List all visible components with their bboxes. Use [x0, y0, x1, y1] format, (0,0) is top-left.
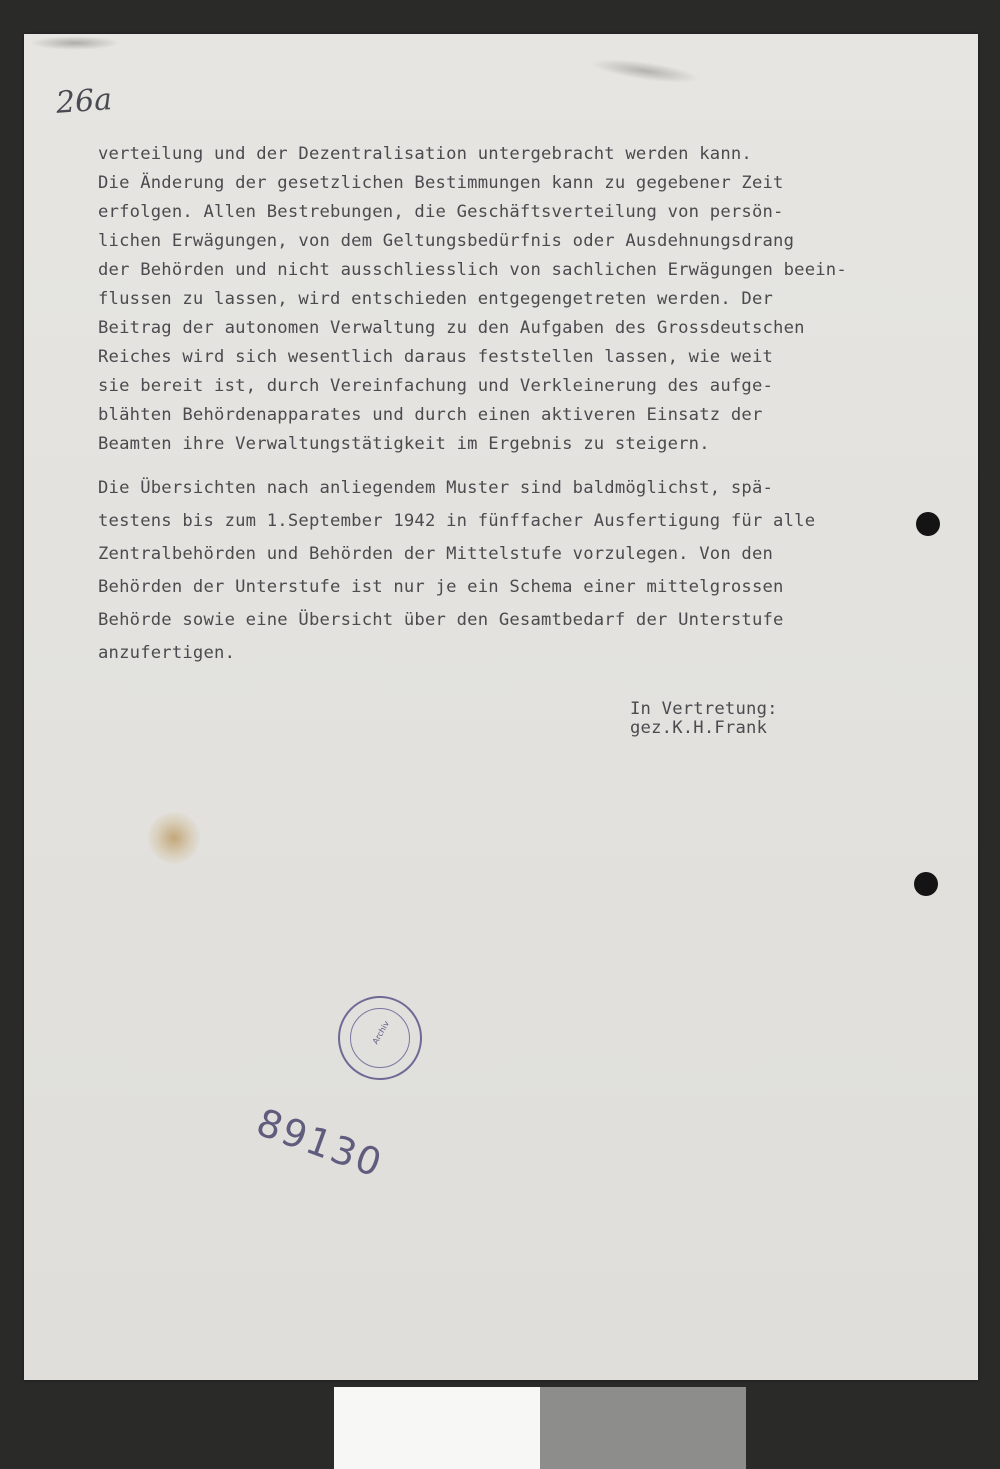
text-line: verteilung und der Dezentralisation untergebracht werden kann.	[98, 144, 752, 164]
signature-line-2: gez.K.H.Frank	[630, 718, 768, 738]
text-line: lichen Erwägungen, von dem Geltungsbedürfnis oder Ausdehnungsdrang	[98, 231, 795, 251]
text-line: Beamten ihre Verwaltungstätigkeit im Ergebnis zu steigern.	[98, 434, 710, 454]
corner-smudge	[30, 36, 120, 50]
text-line: flussen zu lassen, wird entschieden entgegengetreten werden. Der	[98, 289, 774, 309]
text-line: Die Änderung der gesetzlichen Bestimmungen kann zu gegebener Zeit	[98, 173, 784, 193]
text-line: blähten Behördenapparates und durch einen aktiveren Einsatz der	[98, 405, 763, 425]
paragraph-1	[98, 140, 928, 459]
signature-line-1: In Vertretung:	[630, 699, 778, 719]
text-line: sie bereit ist, durch Vereinfachung und Verkleinerung des aufge-	[98, 376, 774, 396]
folio-number: 26a	[54, 82, 114, 121]
stain-mark	[148, 812, 200, 864]
punch-hole-icon	[914, 872, 938, 896]
punch-hole-icon	[916, 512, 940, 536]
text-line: Reiches wird sich wesentlich daraus feststellen lassen, wie weit	[98, 347, 774, 367]
stamp-text: Archiv	[370, 1019, 392, 1046]
text-line: Beitrag der autonomen Verwaltung zu den Aufgaben des Grossdeutschen	[98, 318, 805, 338]
text-line: anzufertigen.	[98, 643, 236, 663]
calibration-card-white	[334, 1387, 540, 1469]
text-line: Behörde sowie eine Übersicht über den Gesamtbedarf der Unterstufe	[98, 610, 784, 630]
text-line: der Behörden und nicht ausschliesslich von sachlichen Erwägungen beein-	[98, 260, 847, 280]
text-line: erfolgen. Allen Bestrebungen, die Geschäftsverteilung von persön-	[98, 202, 784, 222]
archive-stamp	[338, 996, 422, 1080]
paragraph-2	[98, 472, 928, 670]
text-line: testens bis zum 1.September 1942 in fünffacher Ausfertigung für alle	[98, 511, 816, 531]
signature-block	[630, 700, 930, 738]
text-line: Zentralbehörden und Behörden der Mittelstufe vorzulegen. Von den	[98, 544, 774, 564]
archive-number: 89130	[250, 1100, 389, 1187]
calibration-card-grey	[540, 1387, 746, 1469]
text-line: Behörden der Unterstufe ist nur je ein Schema einer mittelgrossen	[98, 577, 784, 597]
text-line: Die Übersichten nach anliegendem Muster sind baldmöglichst, spä-	[98, 478, 774, 498]
